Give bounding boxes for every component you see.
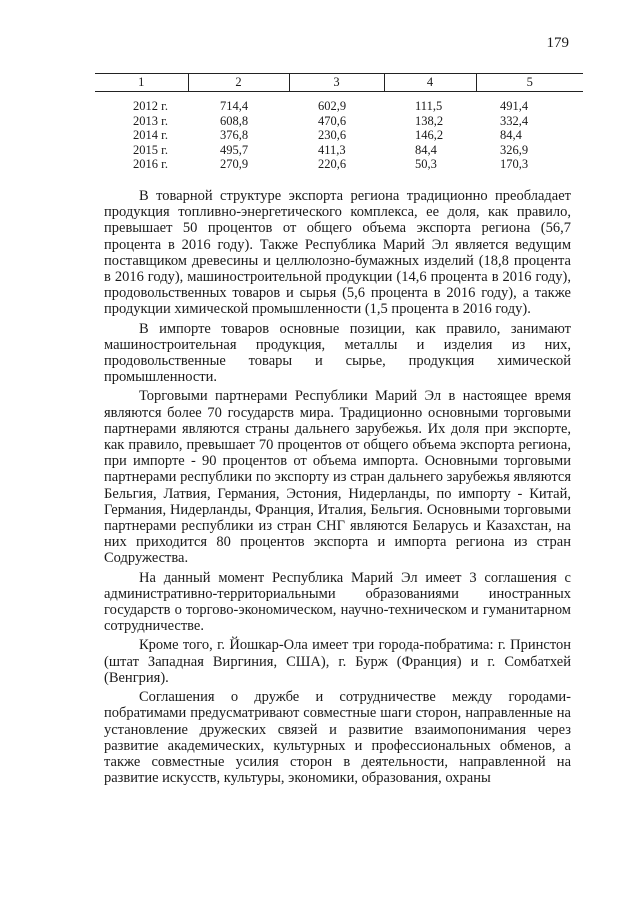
table-header-row: [95, 74, 583, 92]
table-header-cell: 4: [384, 74, 476, 92]
table-header-cell: 5: [476, 74, 583, 92]
table-cell-year: 2015 г.: [133, 142, 168, 157]
table-cell: 608,8: [220, 113, 249, 128]
paragraph: Кроме того, г. Йошкар-Ола имеет три города-побратима: г. Принстон (штат Западная Виргиния, США), г. Бурж (Франция) и г. Сомбатхей (Венгрия).: [104, 637, 571, 686]
table-row: [95, 92, 583, 114]
table-cell: 111,5: [415, 99, 443, 114]
table-cell: 270,9: [220, 157, 249, 172]
table-cell: 491,4: [500, 99, 529, 114]
table-cell: 332,4: [500, 113, 529, 128]
paragraph: Соглашения о дружбе и сотрудничестве между городами-побратимами предусматривают совместные шаги сторон, направленные на установление дружеских связей и развитие взаимопонимания через развитие академических, культурных и профессиональных обменов, а также совместные усилия сторон в деятельности, направленной на развитие искусств, культуры, экономики, образования, охраны: [104, 689, 571, 787]
table-cell: 138,2: [415, 113, 444, 128]
table-cell: 376,8: [220, 128, 249, 143]
paragraph: В импорте товаров основные позиции, как правило, занимают машиностроительная продукция, металлы и изделия из них, продовольственные товары и сырье, продукция химической промышленности.: [104, 320, 571, 386]
data-table: [95, 73, 583, 172]
table-row: [95, 143, 583, 158]
table-cell-year: 2014 г.: [133, 128, 168, 143]
paragraph: На данный момент Республика Марий Эл имеет 3 соглашения с административно-территориальными образованиями иностранных государств о торгово-экономическом, научно-техническом и гуманитарном сотрудничестве.: [104, 569, 571, 635]
table-cell-year: 2013 г.: [133, 113, 168, 128]
page-number: 179: [546, 35, 569, 51]
table-cell: 84,4: [500, 128, 522, 143]
table-header-cell: 1: [95, 74, 188, 92]
table-cell: 326,9: [500, 142, 529, 157]
table-cell: 230,6: [318, 128, 347, 143]
table-cell: 220,6: [318, 157, 347, 172]
table-cell-year: 2016 г.: [133, 157, 168, 172]
table-cell: 470,6: [318, 113, 347, 128]
table-header-cell: 2: [188, 74, 289, 92]
paragraph: В товарной структуре экспорта региона традиционно преобладает продукция топливно-энергетического комплекса, ее доля, как правило, превышает 50 процентов от общего объема экспорта региона (56,7 процента в 2016 году). Также Республика Марий Эл является ведущим поставщиком древесины и целлюлозно-бумажных изделий (18,8 процента в 2016 году), машиностроительной продукции (14,6 процента в 2016 году), продовольственных товаров и сырья (5,6 процента в 2016 году), а также продукции химической промышленности (1,5 процента в 2016 году).: [104, 188, 571, 318]
table-row: [95, 157, 583, 172]
table-header-cell: 3: [289, 74, 384, 92]
table-row: [95, 128, 583, 143]
paragraph: Торговыми партнерами Республики Марий Эл в настоящее время являются более 70 государств мира. Традиционно основными торговыми партнерами являются страны дальнего зарубежья. Их доля при экспорте, как правило, превышает 70 процентов от общего объема экспорта региона, при импорте - 90 процентов от объема импорта. Основными торговыми партнерами республики по экспорту из стран дальнего зарубежья являются Бельгия, Латвия, Германия, Эстония, Нидерланды, по импорту - Китай, Германия, Нидерланды, Франция, Италия, Бельгия. Основными торговыми партнерами республики из стран СНГ являются Беларусь и Казахстан, на них приходится 80 процентов экспорта и импорта региона из стран Содружества.: [104, 388, 571, 567]
body-text: [104, 188, 571, 789]
table-cell: 170,3: [500, 157, 529, 172]
table-cell: 714,4: [220, 99, 249, 114]
table-cell: 602,9: [318, 99, 347, 114]
table-cell: 146,2: [415, 128, 444, 143]
table-row: [95, 114, 583, 129]
table-cell-year: 2012 г.: [133, 99, 168, 114]
table-cell: 411,3: [318, 142, 346, 157]
table-cell: 495,7: [220, 142, 249, 157]
table-cell: 50,3: [415, 157, 437, 172]
table-cell: 84,4: [415, 142, 437, 157]
